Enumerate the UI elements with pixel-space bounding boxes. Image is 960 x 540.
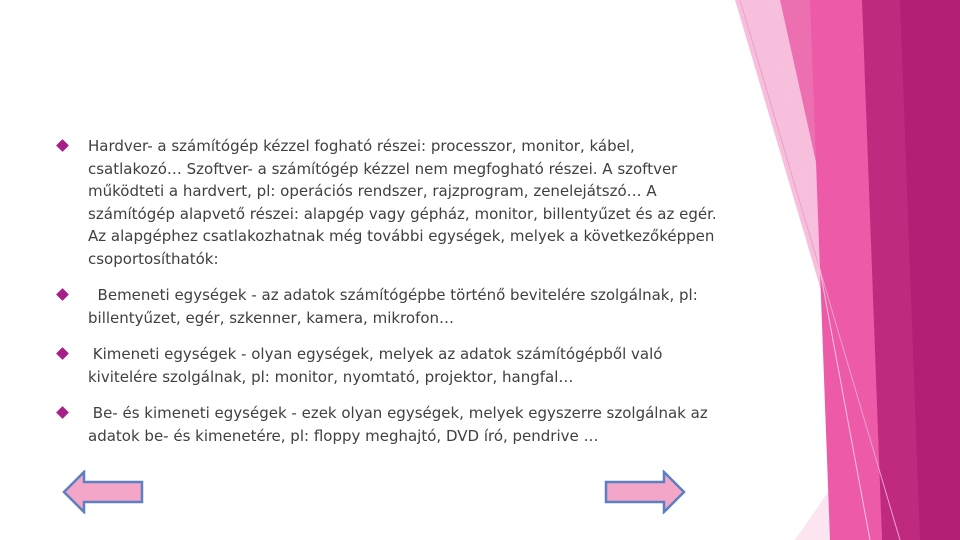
bullet-text: Bemeneti egységek - az adatok számítógépbe történő bevitelére szolgálnak, pl: billentyűzet, egér, szkenner, kamera, mikrofon… [88,286,703,327]
diamond-bullet-icon [56,347,69,360]
prev-slide-button[interactable] [62,470,144,514]
list-item [56,284,726,329]
list-item [56,135,726,270]
list-item [56,343,726,388]
bullet-text: Be- és kimeneti egységek - ezek olyan egységek, melyek egyszerre szolgálnak az adatok be- és kimenetére, pl: floppy meghajtó, DVD író, pendrive … [88,404,713,445]
bullet-list [56,135,726,461]
left-arrow-icon [64,472,142,512]
bullet-text: Hardver- a számítógép kézzel fogható részei: processzor, monitor, kábel, csatlakozó… Szoftver- a számítógép kézzel nem megfogható részei. A szoftver működteti a hardvert, pl: operációs rendszer, rajzprogram, zenelejátszó… A számítógép alapvető részei: alapgép vagy gépház, monitor, billentyűzet és az egér. Az alapgéphez csatlakozhatnak még további egységek, melyek a következőképpen csoportosíthatók: [88,137,717,268]
next-slide-button[interactable] [604,470,686,514]
bullet-text: Kimeneti egységek - olyan egységek, melyek az adatok számítógépből való kivitelére szolgálnak, pl: monitor, nyomtató, projektor, hangfal… [88,345,668,386]
right-arrow-icon [606,472,684,512]
diamond-bullet-icon [56,406,69,419]
diamond-bullet-icon [56,288,69,301]
list-item [56,402,726,447]
diamond-bullet-icon [56,139,69,152]
